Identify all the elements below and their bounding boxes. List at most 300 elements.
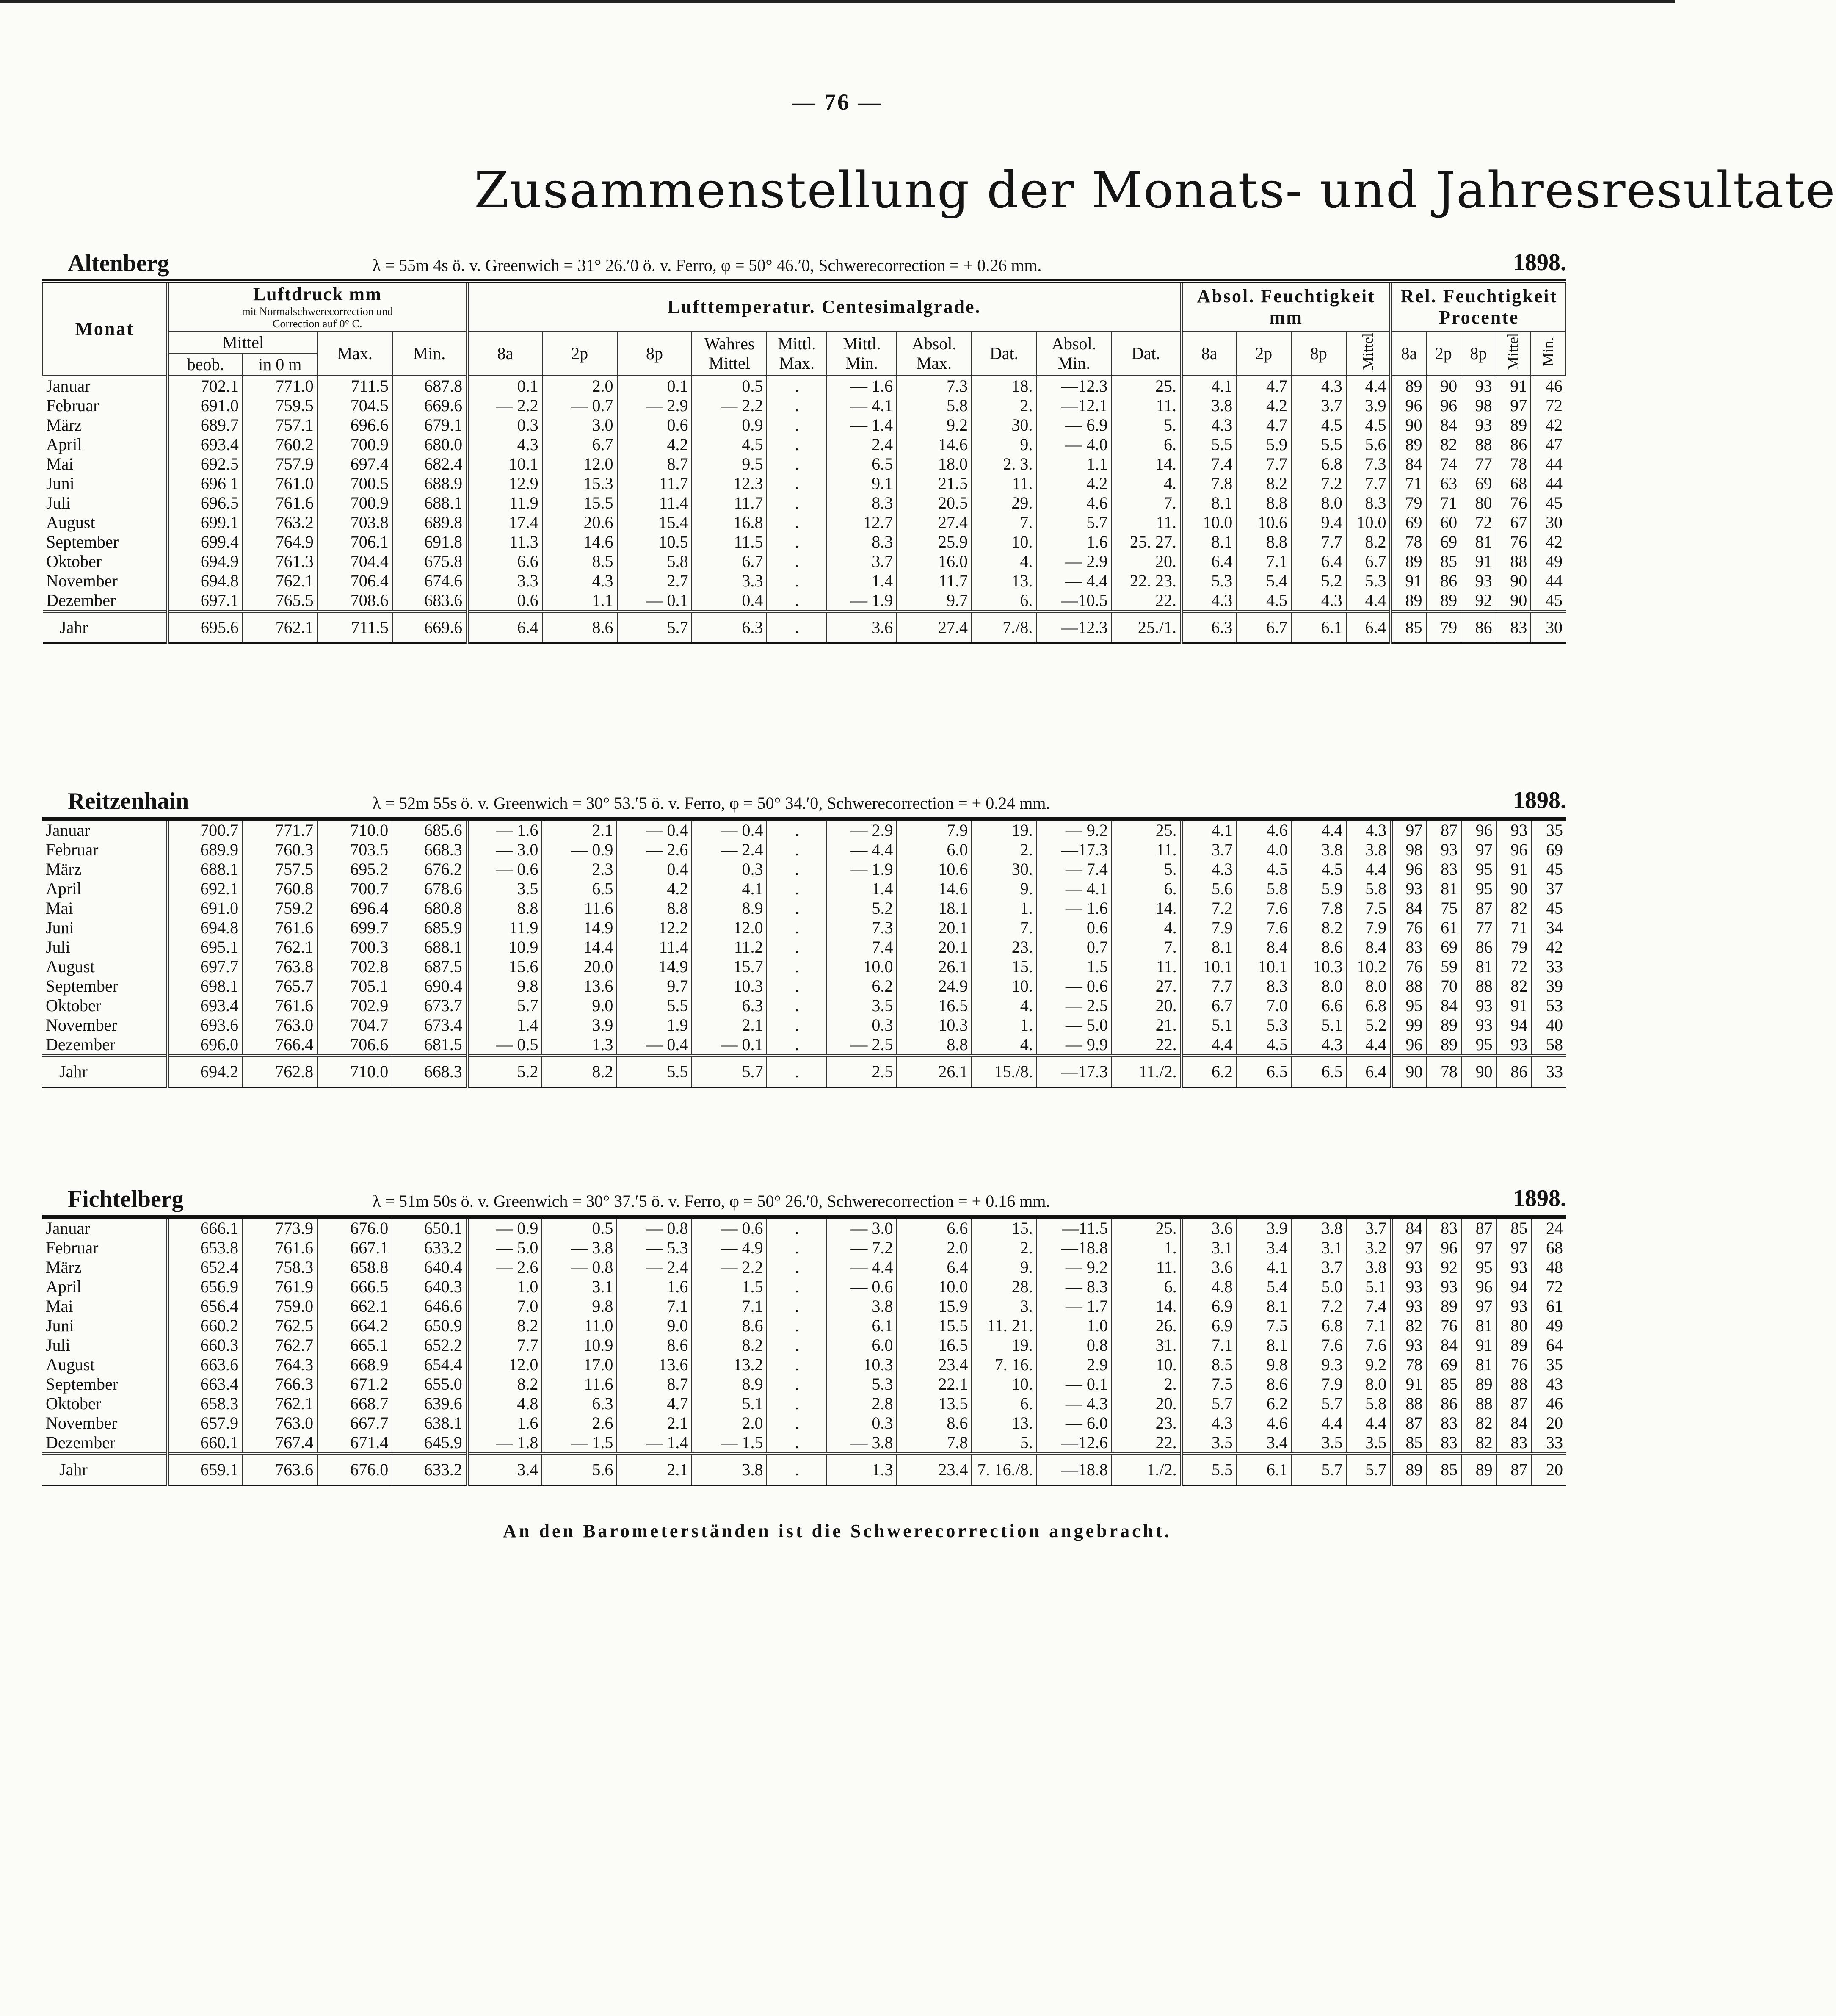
data-cell: 7.1 [692, 1297, 767, 1316]
data-cell: 93 [1391, 1336, 1427, 1355]
data-cell: 6.4 [1182, 552, 1237, 571]
data-cell: 91 [1496, 996, 1532, 1015]
data-cell: 9.8 [1237, 1355, 1292, 1374]
year-summary-row [42, 1056, 1566, 1087]
data-cell: 90 [1391, 1056, 1427, 1087]
data-cell: 72 [1531, 1277, 1566, 1297]
data-cell: 2. 3. [972, 454, 1036, 474]
data-cell: 5.8 [1347, 879, 1391, 899]
table-row [43, 376, 1566, 396]
data-cell: 14. [1112, 899, 1182, 918]
data-cell: 4.5 [1346, 415, 1391, 435]
data-cell: 696.5 [168, 493, 243, 513]
data-cell: 20.5 [897, 493, 972, 513]
data-cell: 11. [1111, 513, 1181, 532]
header-in-0m: in 0 m [243, 354, 318, 376]
data-cell: 8.8 [897, 1035, 972, 1056]
data-cell: 3.5 [1347, 1433, 1391, 1454]
data-cell: — 0.4 [617, 819, 692, 840]
data-cell: 7.9 [1347, 918, 1391, 937]
data-cell: 69 [1531, 840, 1566, 860]
data-cell: 761.6 [242, 996, 317, 1015]
data-cell: 6.7 [1182, 996, 1237, 1015]
data-cell: 10.6 [1236, 513, 1291, 532]
table-row [42, 1035, 1566, 1056]
data-cell: 6.0 [827, 1336, 897, 1355]
data-cell: 96 [1461, 819, 1496, 840]
data-cell: 762.5 [242, 1316, 317, 1336]
station-header [42, 1181, 1566, 1215]
data-cell: 7.4 [1182, 454, 1237, 474]
column-header-label: Mittel [1505, 333, 1522, 371]
header-rel-hour: 8a [1391, 332, 1426, 376]
data-cell: 72 [1531, 396, 1566, 415]
station-header [42, 246, 1566, 279]
data-cell: 673.4 [392, 1015, 467, 1035]
data-cell: 710.0 [317, 819, 392, 840]
header-absol-mittel [1346, 332, 1391, 376]
data-cell: 97 [1496, 396, 1531, 415]
data-cell: —12.3 [1036, 376, 1111, 396]
data-cell: 658.8 [317, 1258, 392, 1277]
year-summary-row [43, 611, 1566, 643]
data-cell: 0.1 [617, 376, 692, 396]
data-cell: 22.1 [897, 1374, 972, 1394]
data-cell: . [767, 415, 827, 435]
data-cell: 706.6 [317, 1035, 392, 1056]
data-cell: 7. [972, 918, 1036, 937]
data-cell: 759.5 [243, 396, 318, 415]
data-cell: 6.1 [827, 1316, 897, 1336]
data-cell: 5.5 [1182, 435, 1237, 454]
data-cell: 655.0 [392, 1374, 467, 1394]
data-cell: 82 [1426, 435, 1461, 454]
data-cell: 14. [1111, 454, 1181, 474]
table-row [42, 899, 1566, 918]
data-cell: 773.9 [242, 1217, 317, 1238]
data-cell: 695.1 [167, 937, 242, 957]
data-cell: 762.1 [242, 1394, 317, 1413]
data-cell: 17.4 [467, 513, 542, 532]
data-cell: 7.1 [617, 1297, 692, 1316]
data-cell: 2. [972, 840, 1036, 860]
data-cell: 14.9 [617, 957, 692, 976]
data-cell: 8.5 [542, 552, 617, 571]
data-cell: 16.5 [897, 1336, 972, 1355]
data-cell: 93 [1496, 1035, 1532, 1056]
data-cell: 1.0 [467, 1277, 542, 1297]
data-cell: 49 [1531, 1316, 1566, 1336]
data-cell: 0.9 [692, 415, 767, 435]
data-cell: — 1.9 [827, 860, 897, 879]
data-cell: 93 [1391, 1277, 1427, 1297]
table-row [42, 1433, 1566, 1454]
data-cell: 90 [1426, 376, 1461, 396]
data-cell: 680.8 [392, 899, 467, 918]
data-cell: 3.7 [1347, 1217, 1391, 1238]
data-cell: 7.2 [1291, 474, 1346, 493]
data-cell: 4.4 [1346, 591, 1391, 611]
data-cell: 8.2 [467, 1316, 542, 1336]
data-cell: 96 [1496, 840, 1532, 860]
data-cell: 2.4 [827, 435, 897, 454]
data-cell: 11. 21. [972, 1316, 1036, 1336]
data-cell: 663.4 [167, 1374, 242, 1394]
data-cell: 94 [1496, 1277, 1532, 1297]
data-cell: 0.3 [692, 860, 767, 879]
data-cell: — 3.8 [542, 1238, 617, 1258]
data-cell: 5. [1111, 415, 1181, 435]
table-row [42, 1336, 1566, 1355]
data-cell: 77 [1461, 918, 1496, 937]
header-temperature: Absol. Max. [897, 332, 972, 376]
month-label: Juli [46, 1336, 70, 1355]
data-cell: 7./8. [972, 611, 1036, 643]
data-cell: 46 [1531, 376, 1566, 396]
data-cell: 95 [1461, 860, 1496, 879]
data-cell: 8.3 [1237, 976, 1292, 996]
data-cell: — 0.6 [467, 860, 542, 879]
data-cell: 5.0 [1292, 1277, 1347, 1297]
data-cell: 10.0 [1346, 513, 1391, 532]
data-cell: 93 [1461, 1015, 1496, 1035]
data-cell: 10.0 [897, 1277, 972, 1297]
data-cell: 7.0 [467, 1297, 542, 1316]
data-cell: 8.1 [1237, 1336, 1292, 1355]
data-cell: 14.6 [897, 435, 972, 454]
data-cell: 6.1 [1237, 1454, 1292, 1485]
header-temperature: 8p [617, 332, 692, 376]
data-cell: 6.8 [1291, 454, 1346, 474]
data-cell: 84 [1391, 899, 1427, 918]
data-cell: 22. [1112, 1433, 1182, 1454]
data-cell: 6.4 [1347, 1056, 1391, 1087]
data-cell: 80 [1461, 493, 1496, 513]
data-cell: 15.6 [467, 957, 542, 976]
data-cell: 5.8 [1237, 879, 1292, 899]
table-row [43, 591, 1566, 611]
data-cell: 89 [1391, 1454, 1427, 1485]
data-cell: 4.5 [1292, 860, 1347, 879]
data-cell: 759.2 [242, 899, 317, 918]
data-cell: 699.7 [317, 918, 392, 937]
data-cell: 12.2 [617, 918, 692, 937]
month-label: August [46, 1355, 95, 1374]
data-cell: 3. [972, 1297, 1036, 1316]
data-cell: 89 [1496, 1336, 1532, 1355]
data-cell: 13.6 [542, 976, 617, 996]
data-cell: 6.8 [1292, 1316, 1347, 1336]
data-cell: 20 [1531, 1413, 1566, 1433]
data-cell: 7. 16./8. [972, 1454, 1036, 1485]
data-cell: 1.6 [617, 1277, 692, 1297]
data-cell: 666.5 [317, 1277, 392, 1297]
data-cell: . [767, 1355, 827, 1374]
data-cell: 8.2 [467, 1374, 542, 1394]
data-cell: — 1.4 [617, 1433, 692, 1454]
data-cell: 3.8 [1292, 840, 1347, 860]
data-cell: 6.7 [692, 552, 767, 571]
luftdruck-note: Correction auf 0° C. [273, 318, 362, 330]
page-number: — 76 — [792, 89, 883, 115]
data-cell: 68 [1531, 1238, 1566, 1258]
data-cell: 7.2 [1182, 899, 1237, 918]
data-cell: 13.6 [617, 1355, 692, 1374]
data-cell: 42 [1531, 937, 1566, 957]
data-cell: 4.0 [1237, 840, 1292, 860]
data-cell: 667.1 [317, 1238, 392, 1258]
data-cell: 764.3 [242, 1355, 317, 1374]
data-cell: 4.4 [1347, 860, 1391, 879]
data-cell: 60 [1426, 513, 1461, 532]
data-cell: 4. [1111, 474, 1181, 493]
data-cell: 3.8 [692, 1454, 767, 1485]
data-cell: 3.5 [1292, 1433, 1347, 1454]
data-cell: 710.0 [317, 1056, 392, 1087]
data-cell: 76 [1496, 493, 1531, 513]
data-cell: 3.1 [1292, 1238, 1347, 1258]
data-cell: 89 [1426, 1297, 1461, 1316]
data-cell: 86 [1426, 1394, 1461, 1413]
data-cell: 5.7 [617, 611, 692, 643]
data-cell: 2.9 [1037, 1355, 1112, 1374]
data-cell: — 2.2 [692, 396, 767, 415]
data-cell: . [767, 376, 827, 396]
data-cell: 53 [1531, 996, 1566, 1015]
month-label: Oktober [46, 552, 102, 571]
data-cell: . [767, 571, 827, 591]
data-cell: 656.4 [167, 1297, 242, 1316]
data-cell: 11./2. [1112, 1056, 1182, 1087]
data-cell: 4.7 [1236, 415, 1291, 435]
data-cell: —12.6 [1037, 1433, 1112, 1454]
data-cell: 45 [1531, 591, 1566, 611]
data-cell: 12.3 [692, 474, 767, 493]
data-cell: 665.1 [317, 1336, 392, 1355]
data-cell: 97 [1461, 1238, 1496, 1258]
data-cell: 7.6 [1237, 899, 1292, 918]
station-name: Altenberg [68, 250, 169, 277]
data-cell: 762.1 [243, 611, 318, 643]
data-cell: 8.1 [1182, 493, 1237, 513]
data-cell: 6.5 [1292, 1056, 1347, 1087]
data-cell: 7.9 [897, 819, 972, 840]
data-cell: 685.6 [392, 819, 467, 840]
table-row [43, 396, 1566, 415]
table-row [42, 879, 1566, 899]
station-name: Fichtelberg [68, 1186, 184, 1212]
data-cell: 10.1 [1182, 957, 1237, 976]
data-cell: 3.9 [1346, 396, 1391, 415]
data-cell: 48 [1531, 1258, 1566, 1277]
data-cell: 22. 23. [1111, 571, 1181, 591]
data-cell: 0.4 [692, 591, 767, 611]
data-cell: — 1.8 [467, 1433, 542, 1454]
data-cell: — 2.5 [1037, 996, 1112, 1015]
data-cell: 30 [1531, 611, 1566, 643]
data-cell: 9.1 [827, 474, 897, 493]
data-cell: 10. [972, 532, 1036, 552]
data-cell: 4.2 [1036, 474, 1111, 493]
data-cell: 40 [1531, 1015, 1566, 1035]
data-cell: 6. [1111, 435, 1181, 454]
data-cell: 4. [972, 996, 1036, 1015]
data-cell: 11. [1112, 840, 1182, 860]
data-cell: 25. 27. [1111, 532, 1181, 552]
data-cell: — 2.9 [1036, 552, 1111, 571]
data-cell: . [767, 1413, 827, 1433]
data-cell: 666.1 [167, 1217, 242, 1238]
data-cell: 93 [1461, 376, 1496, 396]
data-cell: 689.9 [167, 840, 242, 860]
data-cell: 87 [1391, 1413, 1427, 1433]
data-cell: 766.3 [242, 1374, 317, 1394]
data-cell: 39 [1531, 976, 1566, 996]
data-cell: 4.4 [1292, 819, 1347, 840]
data-cell: —12.1 [1036, 396, 1111, 415]
data-cell: 5.8 [617, 552, 692, 571]
data-cell: 33 [1531, 1433, 1566, 1454]
data-cell: 757.1 [243, 415, 318, 435]
data-cell: 5.6 [542, 1454, 617, 1485]
data-cell: 8.2 [1292, 918, 1347, 937]
data-cell: 81 [1426, 879, 1461, 899]
data-cell: . [767, 493, 827, 513]
data-cell: 10.3 [692, 976, 767, 996]
data-cell: 76 [1496, 532, 1531, 552]
data-cell: 90 [1391, 415, 1426, 435]
data-cell: 71 [1496, 918, 1532, 937]
data-cell: . [767, 396, 827, 415]
data-cell: 4.3 [1182, 1413, 1237, 1433]
data-cell: 1.1 [542, 591, 617, 611]
data-cell: 657.9 [167, 1413, 242, 1433]
data-cell: 5.1 [1182, 1015, 1237, 1035]
data-cell: 95 [1461, 879, 1496, 899]
data-cell: 20.1 [897, 937, 972, 957]
data-cell: 93 [1426, 1277, 1461, 1297]
data-cell: 764.9 [243, 532, 318, 552]
footnote: An den Barometerständen ist die Schwerecorrection angebracht. [503, 1521, 1172, 1541]
data-cell: 3.1 [1182, 1238, 1237, 1258]
data-cell: . [767, 1297, 827, 1316]
data-cell: 676.0 [317, 1217, 392, 1238]
data-cell: 8.6 [1237, 1374, 1292, 1394]
data-cell: 6.3 [692, 996, 767, 1015]
data-cell: 82 [1461, 1413, 1496, 1433]
data-cell: 6.0 [897, 840, 972, 860]
data-cell: 696.6 [318, 415, 392, 435]
data-cell: — 2.2 [467, 396, 542, 415]
data-cell: . [767, 1056, 827, 1087]
data-cell: 24 [1531, 1217, 1566, 1238]
header-monat: Monat [43, 281, 168, 376]
data-cell: 9. [972, 435, 1036, 454]
data-cell: 9.3 [1292, 1355, 1347, 1374]
data-cell: 4.6 [1237, 819, 1292, 840]
data-cell: — 1.9 [827, 591, 897, 611]
data-cell: — 0.9 [467, 1217, 542, 1238]
data-cell: . [767, 1454, 827, 1485]
data-cell: 4.4 [1347, 1035, 1391, 1056]
data-cell: 76 [1391, 957, 1427, 976]
data-cell: 89 [1426, 1015, 1461, 1035]
data-cell: 6.3 [542, 1394, 617, 1413]
month-label: Januar [42, 1217, 167, 1238]
data-cell: 20 [1531, 1454, 1566, 1485]
data-cell: 46 [1531, 1394, 1566, 1413]
data-cell: 1.4 [467, 1015, 542, 1035]
data-cell: . [767, 611, 827, 643]
data-cell: 98 [1461, 396, 1496, 415]
data-cell: 11.4 [617, 493, 692, 513]
data-cell: 760.3 [242, 840, 317, 860]
data-cell: 5.2 [467, 1056, 542, 1087]
data-cell: 652.2 [392, 1336, 467, 1355]
data-cell: 4.3 [1182, 860, 1237, 879]
data-cell: — 4.1 [827, 396, 897, 415]
meteorological-table [42, 817, 1566, 1088]
data-cell: . [767, 1336, 827, 1355]
data-cell: 766.4 [242, 1035, 317, 1056]
data-cell: 7.1 [1182, 1336, 1237, 1355]
data-cell: 84 [1496, 1413, 1532, 1433]
month-label: September [46, 532, 119, 552]
data-cell: 8.1 [1182, 937, 1237, 957]
data-cell: 8.2 [692, 1336, 767, 1355]
table-row [42, 1316, 1566, 1336]
data-cell: — 5.0 [1037, 1015, 1112, 1035]
data-cell: 765.7 [242, 976, 317, 996]
data-cell: 0.8 [1037, 1336, 1112, 1355]
data-cell: . [767, 513, 827, 532]
data-cell: 7.3 [897, 376, 972, 396]
data-cell: 762.1 [242, 937, 317, 957]
data-cell: . [767, 552, 827, 571]
month-label: Jahr [42, 1454, 167, 1485]
data-cell: 82 [1391, 1316, 1427, 1336]
data-cell: 4.4 [1347, 1413, 1391, 1433]
data-cell: 3.8 [1182, 396, 1237, 415]
data-cell: 704.4 [318, 552, 392, 571]
data-cell: 7.8 [897, 1433, 972, 1454]
data-cell: 758.3 [242, 1258, 317, 1277]
data-cell: 767.4 [242, 1433, 317, 1454]
data-cell: — 1.5 [542, 1433, 617, 1454]
data-cell: . [767, 474, 827, 493]
data-cell: 13. [972, 1413, 1036, 1433]
data-cell: 5.9 [1292, 879, 1347, 899]
data-cell: 2.6 [542, 1413, 617, 1433]
table-row [42, 918, 1566, 937]
data-cell: 44 [1531, 474, 1566, 493]
header-beob: beob. [168, 354, 243, 376]
data-cell: 72 [1496, 957, 1532, 976]
data-cell: 72 [1461, 513, 1496, 532]
data-cell: 7.7 [1182, 976, 1237, 996]
data-cell: — 7.2 [827, 1238, 897, 1258]
data-cell: 2.1 [542, 819, 617, 840]
header-rel-hour: 2p [1426, 332, 1461, 376]
data-cell: — 3.8 [827, 1433, 897, 1454]
data-cell: 7.9 [1182, 918, 1237, 937]
data-cell: 69 [1461, 474, 1496, 493]
header-absol-hour: 8p [1291, 332, 1346, 376]
data-cell: 8.4 [1237, 937, 1292, 957]
data-cell: 91 [1496, 860, 1532, 879]
data-cell: 87 [1496, 1394, 1532, 1413]
data-cell: 88 [1461, 1394, 1496, 1413]
